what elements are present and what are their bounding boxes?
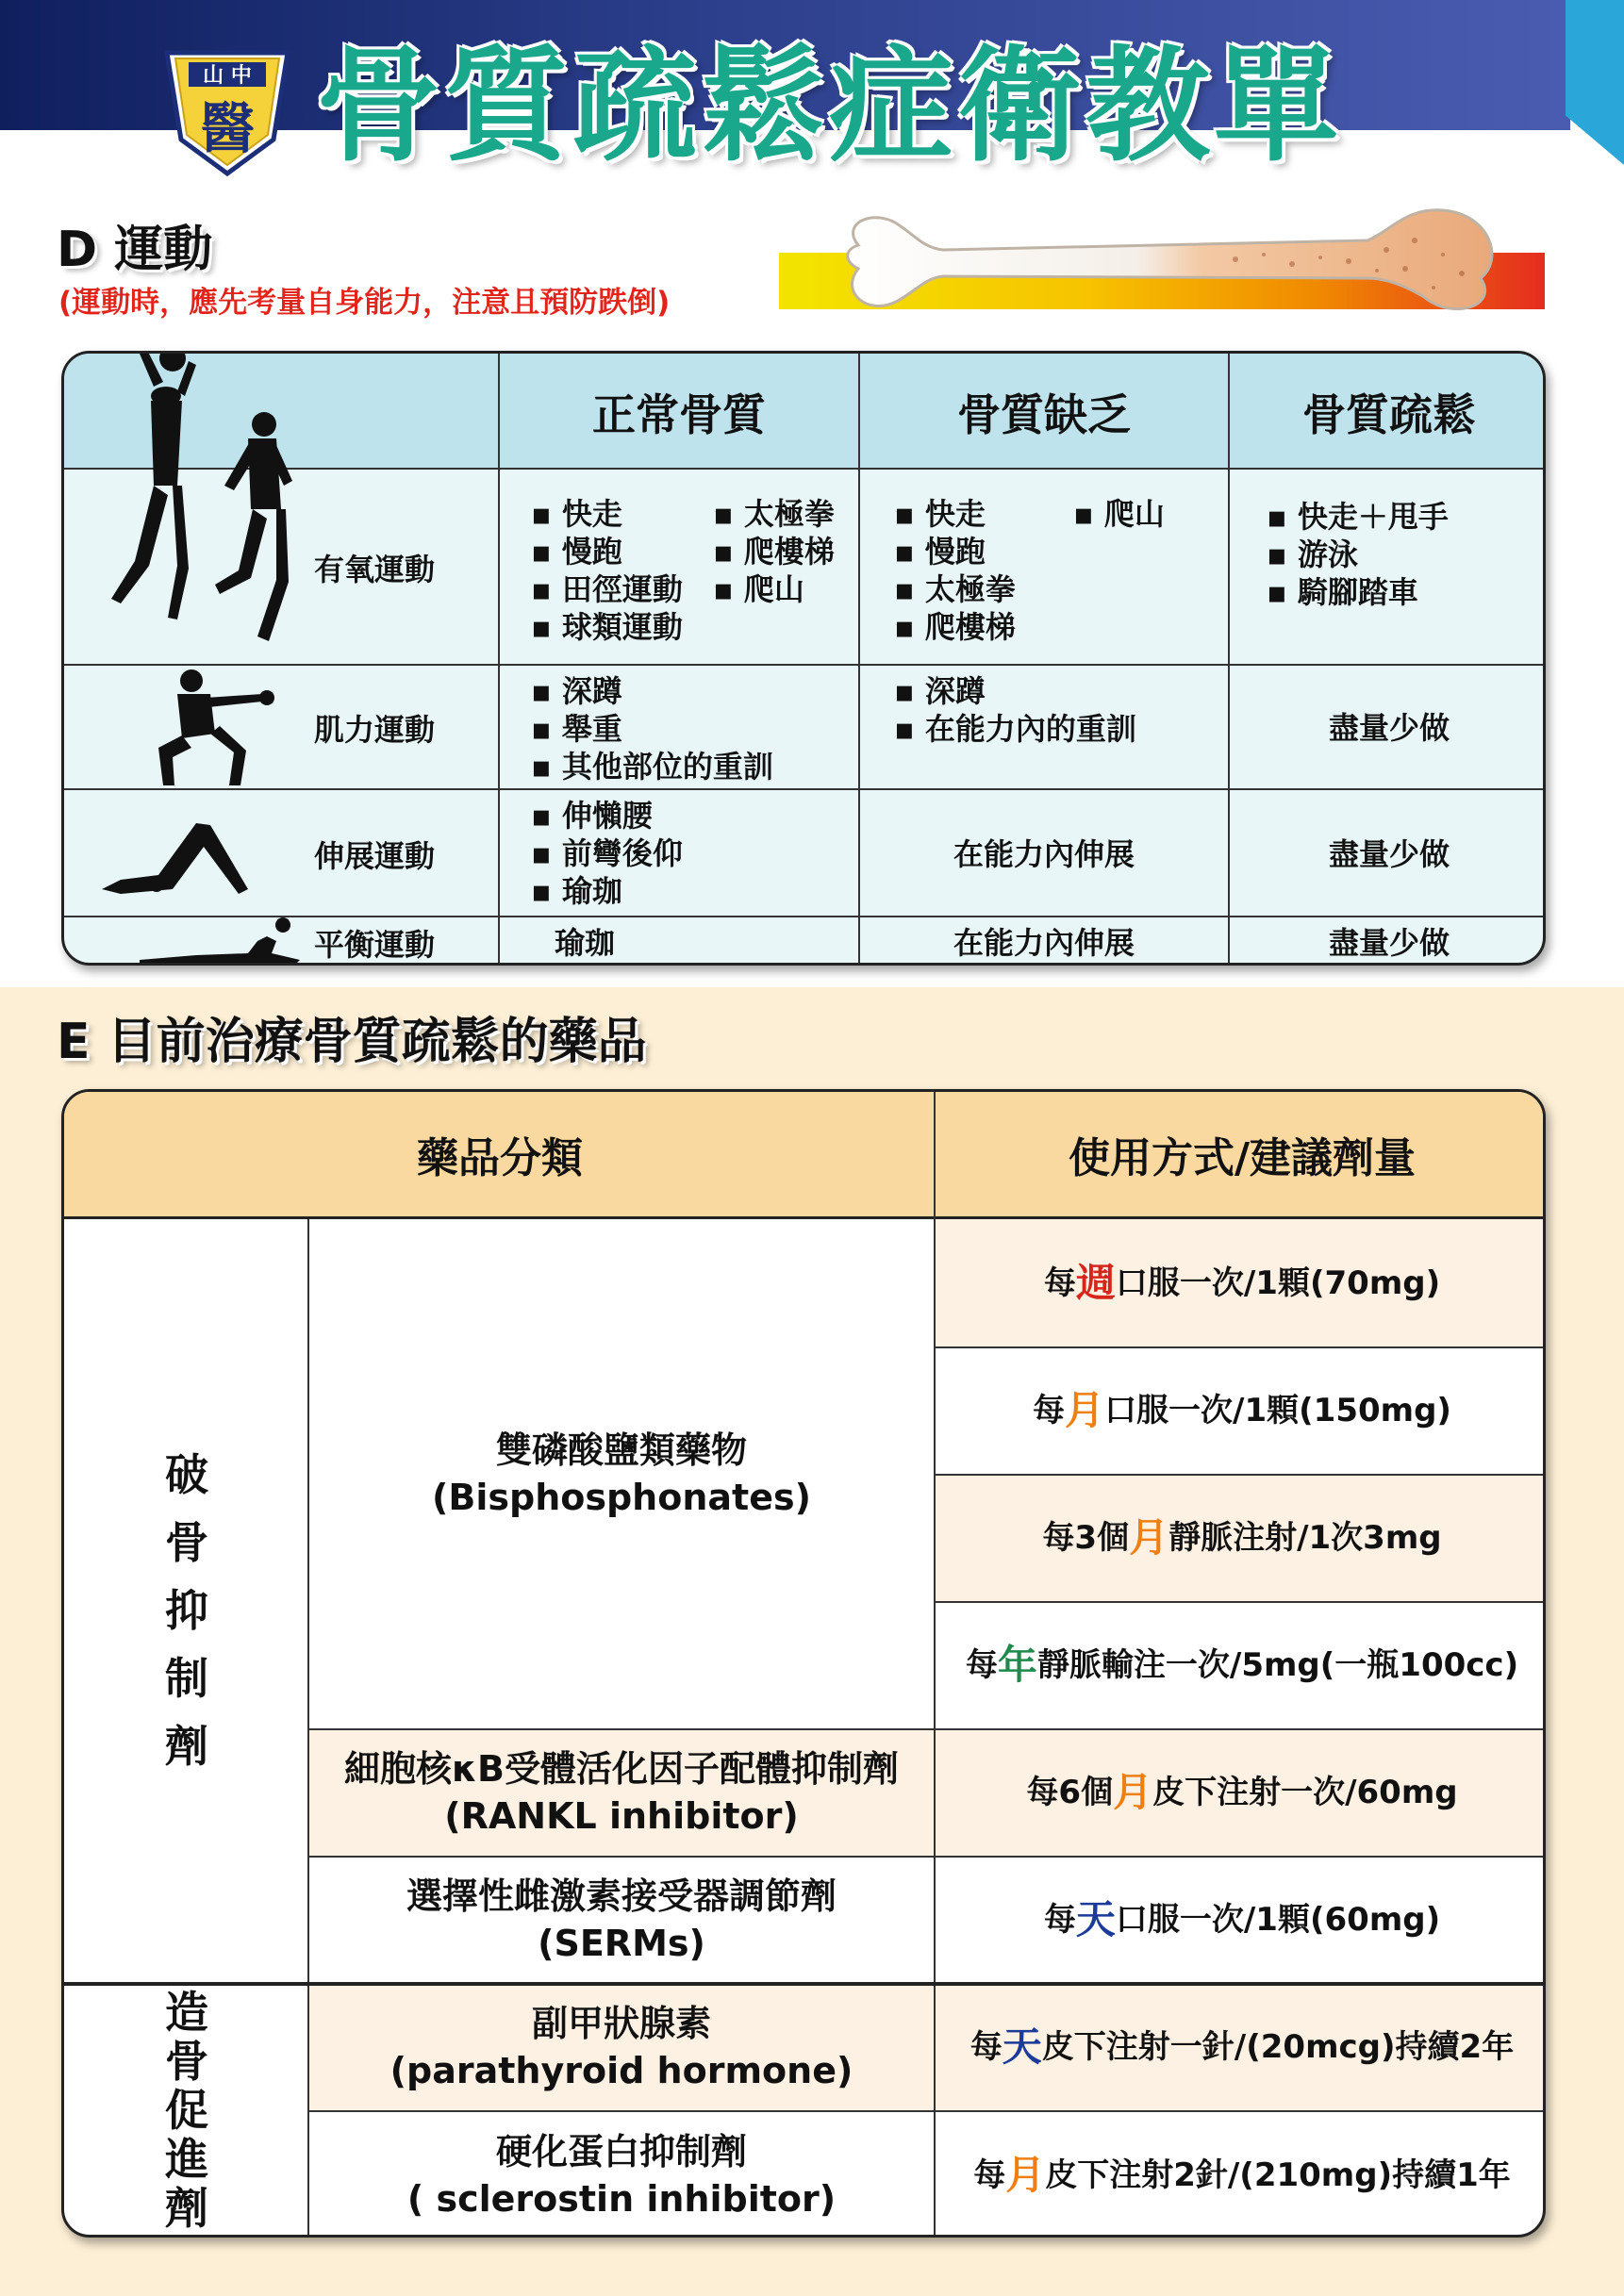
- row-label-stretch: 伸展運動: [314, 837, 436, 874]
- dose-cell: [936, 1728, 1546, 1856]
- dose-cell: [936, 2110, 1546, 2238]
- dose-frequency-key: 年: [997, 1641, 1037, 1688]
- list-item: ▪ 騎腳踏車: [1267, 573, 1449, 611]
- list-item: ▪ 游泳: [1267, 536, 1449, 573]
- drug-sclerostin-inhibitor: [309, 2110, 934, 2238]
- hospital-logo-icon: [162, 45, 292, 177]
- dose-prefix: 每3個: [1042, 1518, 1130, 1557]
- drug-name-zh: 細胞核κB受體活化因子配體抑制劑: [344, 1747, 899, 1790]
- row-label-strength: 肌力運動: [314, 712, 436, 748]
- list-item: ▪ 爬山: [713, 570, 835, 608]
- weightlifter-silhouette-icon: [144, 668, 286, 790]
- list-item: ▪ 爬樓梯: [894, 608, 1016, 646]
- dose-detail: 皮下注射2針/(210mg)持續1年: [1045, 2156, 1511, 2194]
- column-header-lack: 骨質缺乏: [957, 388, 1131, 440]
- medication-table: [61, 1089, 1546, 2238]
- corner-tab: [1566, 0, 1624, 165]
- drug-name-zh: 副甲狀腺素: [531, 2002, 711, 2044]
- list-item: ▪ 快走: [894, 495, 1016, 533]
- list-item: ▪ 舉重: [531, 710, 773, 748]
- dose-detail: 口服一次/1顆(60mg): [1115, 1900, 1441, 1939]
- category-char: 劑: [165, 1721, 208, 1772]
- stretch-osteo-cell: 盡量少做: [1328, 835, 1450, 872]
- dose-frequency-key: 天: [1075, 1895, 1116, 1942]
- category-char: 制: [165, 1653, 208, 1704]
- section-d-subtitle: (運動時，應先考量自身能力，注意且預防跌倒): [58, 286, 671, 320]
- list-item: ▪ 快走＋甩手: [1267, 498, 1449, 536]
- row-label-balance: 平衡運動: [314, 927, 436, 963]
- strength-lack-list: [894, 672, 1136, 748]
- dose-cell: [936, 1474, 1546, 1601]
- dose-cell: [936, 1983, 1546, 2110]
- drug-name-zh: 硬化蛋白抑制劑: [495, 2131, 747, 2172]
- column-header-normal: 正常骨質: [592, 388, 766, 440]
- dose-cell: [936, 1601, 1546, 1728]
- drug-name-en: (parathyroid hormone): [389, 2049, 853, 2091]
- dose-detail: 靜脈輸注一次/5mg(一瓶100cc): [1036, 1645, 1519, 1684]
- balance-normal-cell: 瑜珈: [555, 925, 616, 961]
- svg-text:山 中: 山 中: [203, 64, 252, 88]
- category-char: 破: [165, 1449, 208, 1500]
- balance-lack-cell: 在能力內伸展: [953, 925, 1135, 961]
- aerobic-lack-list: [894, 495, 1016, 646]
- drug-name-en: ( sclerostin inhibitor): [406, 2178, 837, 2220]
- dose-frequency-key: 天: [1002, 2023, 1042, 2070]
- category-formation-promoter: [158, 1988, 215, 2233]
- balance-osteo-cell: 盡量少做: [1328, 925, 1450, 961]
- drug-name-en: (Bisphosphonates): [432, 1477, 811, 1518]
- page-title: 骨質疏鬆症衛教單: [316, 34, 1342, 179]
- stretch-lack-cell: 在能力內伸展: [953, 835, 1135, 872]
- list-item: ▪ 瑜珈: [531, 872, 683, 910]
- drug-name-zh: 選擇性雌激素接受器調節劑: [406, 1875, 837, 1917]
- category-resorption-inhibitor: [158, 1441, 215, 1780]
- dose-prefix: 每: [973, 2156, 1006, 2194]
- category-char: 造: [165, 1987, 208, 2038]
- drug-name-en: (SERMs): [538, 1922, 705, 1964]
- list-item: ▪ 深蹲: [531, 672, 773, 710]
- bone-icon: [839, 203, 1509, 316]
- list-item: ▪ 伸懶腰: [531, 797, 683, 834]
- column-header-usage: 使用方式/建議劑量: [936, 1092, 1546, 1219]
- list-item: ▪ 在能力內的重訓: [894, 710, 1136, 748]
- list-item: ▪ 深蹲: [894, 672, 1136, 710]
- dose-detail: 靜脈注射/1次3mg: [1168, 1518, 1442, 1557]
- drug-bisphosphonates: [309, 1219, 934, 1728]
- list-item: ▪ 快走: [531, 495, 683, 533]
- drug-name-zh: 雙磷酸鹽類藥物: [495, 1429, 747, 1471]
- section-d-heading: D 運動: [57, 222, 213, 278]
- dose-cell: [936, 1856, 1546, 1983]
- section-e-heading: E 目前治療骨質疏鬆的藥品: [57, 1014, 647, 1070]
- drug-parathyroid-hormone: [309, 1983, 934, 2110]
- list-item: ▪ 田徑運動: [531, 570, 683, 608]
- dose-prefix: 每: [1043, 1264, 1076, 1302]
- strength-normal-list: [531, 672, 773, 785]
- dose-detail: 皮下注射一次/60mg: [1152, 1773, 1458, 1811]
- list-item: ▪ 太極拳: [894, 570, 1016, 608]
- list-item: ▪ 前彎後仰: [531, 834, 683, 872]
- dose-prefix: 每: [969, 2027, 1003, 2066]
- column-header-category: 藥品分類: [64, 1092, 936, 1219]
- aerobic-normal-list: [531, 495, 683, 646]
- column-header-osteo: 骨質疏鬆: [1302, 388, 1476, 440]
- drug-serms: [309, 1856, 934, 1983]
- strength-osteo-cell: 盡量少做: [1328, 710, 1450, 746]
- dose-prefix: 每: [1033, 1391, 1066, 1429]
- yoga-silhouette-icon: [83, 804, 309, 965]
- dose-cell: [936, 1219, 1546, 1346]
- stretch-normal-list: [531, 797, 683, 910]
- dose-frequency-key: 月: [1005, 2152, 1046, 2198]
- list-item: ▪ 慢跑: [531, 533, 683, 570]
- dose-frequency-key: 月: [1129, 1513, 1169, 1561]
- category-char: 進: [165, 2134, 208, 2185]
- dose-frequency-key: 月: [1113, 1768, 1153, 1815]
- drug-rankl-inhibitor: [309, 1728, 934, 1856]
- dose-frequency-key: 週: [1075, 1259, 1116, 1306]
- category-char: 骨: [165, 2036, 208, 2087]
- aerobic-lack-list-2: [1073, 495, 1165, 533]
- list-item: ▪ 太極拳: [713, 495, 835, 533]
- dose-detail: 口服一次/1顆(70mg): [1115, 1264, 1441, 1302]
- dose-prefix: 每6個: [1026, 1773, 1114, 1811]
- drug-name-en: (RANKL inhibitor): [444, 1794, 799, 1837]
- category-char: 抑: [165, 1585, 208, 1636]
- list-item: ▪ 其他部位的重訓: [531, 748, 773, 785]
- dose-detail: 口服一次/1顆(150mg): [1104, 1391, 1451, 1429]
- category-char: 促: [165, 2085, 208, 2136]
- list-item: ▪ 球類運動: [531, 608, 683, 646]
- dose-frequency-key: 月: [1065, 1386, 1105, 1433]
- svg-text:醫: 醫: [199, 96, 256, 160]
- aerobic-normal-list-2: [713, 495, 835, 608]
- aerobic-osteo-list: [1267, 498, 1449, 611]
- row-label-aerobic: 有氧運動: [314, 552, 436, 587]
- list-item: ▪ 爬山: [1073, 495, 1165, 533]
- list-item: ▪ 慢跑: [894, 533, 1016, 570]
- athletes-silhouette-icon: [83, 351, 300, 655]
- dose-prefix: 每: [1043, 1900, 1076, 1939]
- category-char: 劑: [165, 2183, 208, 2234]
- dose-detail: 皮下注射一針/(20mcg)持續2年: [1041, 2027, 1515, 2066]
- dose-prefix: 每: [965, 1645, 998, 1684]
- dose-cell: [936, 1346, 1546, 1474]
- exercise-table: [61, 351, 1546, 966]
- category-char: 骨: [165, 1517, 208, 1568]
- list-item: ▪ 爬樓梯: [713, 533, 835, 570]
